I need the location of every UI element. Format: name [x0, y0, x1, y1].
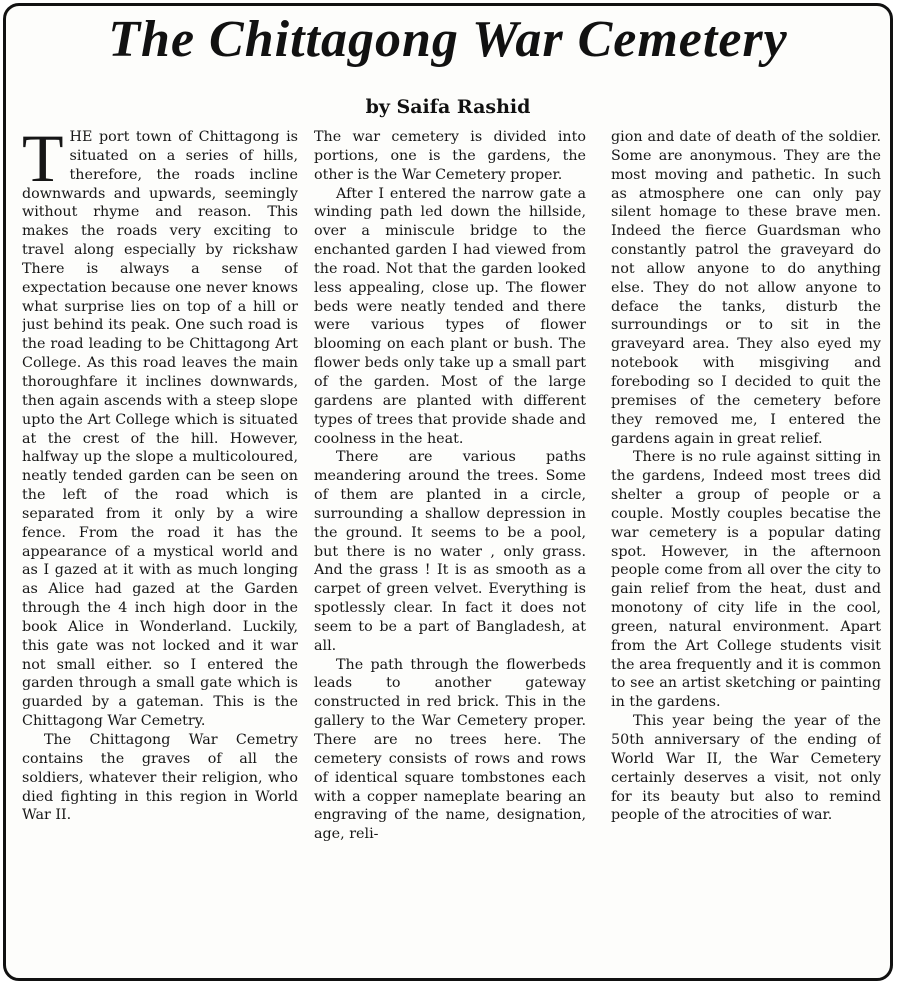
text-column-3 [611, 128, 881, 978]
paragraph: The war cemetery is divided into portions, one is the gardens, the other is the War Cemetery proper. [314, 129, 586, 183]
drop-cap: T [22, 128, 64, 196]
paragraph: This year being the year of the 50th anniversary of the ending of World War II, the War Cemetery certainly deserves a visit, not only for its beauty but also to remind people of the atrocities of war. [611, 713, 881, 824]
paragraph: The Chittagong War Cemetry contains the graves of all the soldiers, whatever their religion, who died fighting in this region in World War II. [22, 732, 298, 824]
paragraph: After I entered the narrow gate a winding path led down the hillside, over a miniscule bridge to the enchanted garden I had viewed from the road. Not that the garden looked less appealing, close up. The flower beds were neatly tended and there were various types of flower blooming on each plant or bush. The flower beds only take up a small part of the garden. Most of the large gardens are planted with different types of trees that provide shade and coolness in the heat. [314, 185, 586, 447]
text-column-2 [314, 128, 586, 978]
paragraph: gion and date of death of the soldier. Some are anonymous. They are the most moving and pathetic. In such as atmosphere one can only pay silent homage to these brave men. Indeed the fierce Guardsman who constantly patrol the graveyard do not allow anyone to do anything else. They do not allow anyone to deface the tanks, disturb the surroundings or to sit in the graveyard area. They also eyed my notebook with misgiving and foreboding so I decided to quit the premises of the cemetery before they removed me, I entered the gardens again in great relief. [611, 129, 881, 447]
paragraph: The path through the flowerbeds leads to another gateway constructed in red brick. This in the gallery to the War Cemetery proper. There are no trees here. The cemetery consists of rows and rows of identical square tombstones each with a copper nameplate bearing an engraving of the name, designation, age, reli- [314, 656, 586, 843]
paragraph: There is no rule against sitting in the gardens, Indeed most trees did shelter a group of people or a couple. Mostly couples becatise the war cemetery is a popular dating spot. However, in the afternoon people come from all over the city to gain relief from the heat, dust and monotony of city life in the cool, green, natural environment. Apart from the Art College students visit the area frequently and it is common to see an artist sketching or painting in the gardens. [611, 449, 881, 711]
article-title: The Chittagong War Cemetery [108, 11, 788, 68]
text-column-1 [22, 128, 298, 978]
article-byline: by Saifa Rashid [365, 96, 531, 118]
paragraph: There are various paths meandering around the trees. Some of them are planted in a circle, surrounding a shallow depression in the ground. It seems to be a pool, but there is no water , only grass. And the grass ! It is as smooth as a carpet of green velvet. Everything is spotlessly clear. In fact it does not seem to be a part of Bangladesh, at all. [314, 449, 586, 654]
paragraph [22, 128, 298, 731]
paragraph-text: HE port town of Chittagong is situated on a series of hills, therefore, the roads incline downwards and upwards, seemingly without rhyme and reason. This makes the roads very exciting to travel along especially by rickshaw There is always a sense of expectation because one never knows what surprise lies on top of a hill or just behind its peak. One such road is the road leading to be Chittagong Art College. As this road leaves the main thoroughfare it inclines downwards, then again ascends with a steep slope upto the Art College which is situated at the crest of the hill. However, halfway up the slope a multicoloured, neatly tended garden can be seen on the left of the road which is separated from it only by a wire fence. From the road it has the appearance of a mystical world and as I gazed at it with as much longing as Alice had gazed at the Garden through the 4 inch high door in the book Alice in Wonderland. Luckily, this gate was not locked and it war not small either. so I entered the garden through a small gate which is guarded by a gateman. This is the Chittagong War Cemetry. [22, 129, 298, 730]
